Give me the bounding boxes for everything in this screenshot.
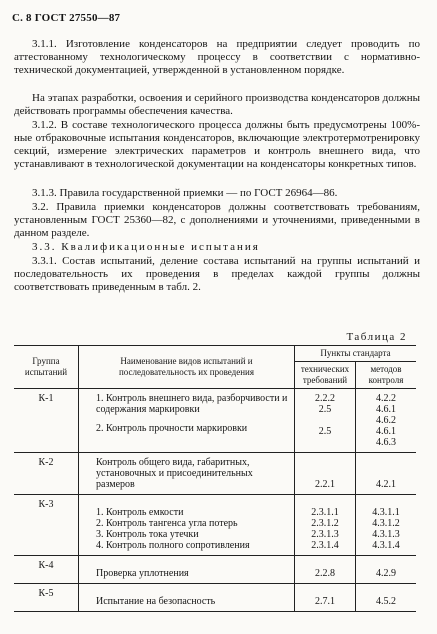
- header-tech-requirements: технических требований: [295, 362, 356, 389]
- test-name-cell: [79, 584, 295, 612]
- method-value: 4.6.1: [376, 426, 396, 437]
- method-value: 4.6.2: [376, 415, 396, 426]
- paragraph-3-1-1: 3.1.1. Изготовление конденсаторов на предприятии следует проводить по аттестованному технологическому процессу в соответствии с нормативно-технической документацией, утвержденной в установленном порядке.: [14, 38, 420, 76]
- header-test-name: Наименование видов испытаний и последовательность их проведения: [79, 346, 295, 389]
- method-value: 4.2.2: [376, 393, 396, 404]
- method-cell: [356, 453, 417, 495]
- test-name: 2. Контроль тангенса угла потерь: [96, 518, 238, 529]
- paragraph-3-1-3: 3.1.3. Правила государственной приемки — по ГОСТ 26964—86.: [32, 187, 338, 199]
- method-value: 4.5.2: [376, 596, 396, 607]
- method-value: 4.3.1.1: [372, 507, 400, 518]
- paragraph-3-1-2: 3.1.2. В составе технологического процесса должны быть предусмотрены 100%-ные отбраковочные испытания конденсаторов, включающие электротермотренировку секций, измерение электрических параметров и контроль внешнего вида, что устанавливают в технологической документации на конденсаторы конкретных типов.: [14, 119, 420, 170]
- tech-req-cell: [295, 495, 356, 556]
- method-cell: [356, 389, 417, 453]
- method-value: 4.3.1.2: [372, 518, 400, 529]
- paragraph-3-2: 3.2. Правила приемки конденсаторов должны соответствовать требованиям, установленным ГОСТ 25360—82, с дополнениями и уточнениями, приведенными в данном разделе.: [14, 201, 420, 239]
- tech-req-value: 2.7.1: [315, 596, 335, 607]
- test-name: 2. Контроль прочности маркировки: [96, 423, 248, 434]
- tech-req-value: 2.2.8: [315, 568, 335, 579]
- group-cell: К-2: [14, 453, 79, 495]
- method-value: 4.6.1: [376, 404, 396, 415]
- tech-req-cell: [295, 584, 356, 612]
- test-name: 1. Контроль внешнего вида, разборчивости и содержания маркировки: [96, 393, 288, 415]
- tech-req-value: 2.3.1.1: [311, 507, 339, 518]
- paragraph-3-3-1: 3.3.1. Состав испытаний, деление состава испытаний на группы испытаний и последовательность их проведения в пределах каждой группы должны соответствовать приведенным в табл. 2.: [14, 255, 420, 293]
- tech-req-value: 2.5: [318, 426, 332, 437]
- method-value: 4.2.1: [376, 479, 396, 490]
- test-name-cell: [79, 556, 295, 584]
- test-name-cell: [79, 495, 295, 556]
- tech-req-cell: [295, 453, 356, 495]
- tech-req-cell: [295, 389, 356, 453]
- test-name: Испытание на безопасность: [96, 596, 216, 607]
- tech-req-value: 2.2.2: [315, 393, 335, 404]
- tech-req-value: 2.2.1: [315, 479, 335, 490]
- group-cell: К-3: [14, 495, 79, 556]
- table-row: [14, 453, 416, 495]
- tech-req-value: 2.3.1.3: [311, 529, 339, 540]
- group-cell: К-4: [14, 556, 79, 584]
- test-name: Контроль общего вида, габаритных, установочных и присоединительных размеров: [96, 457, 253, 490]
- table-2: [14, 345, 416, 612]
- header-control-methods: методов контроля: [356, 362, 417, 389]
- tech-req-value: 2.5: [318, 404, 332, 415]
- test-name: 4. Контроль полного сопротивления: [96, 540, 250, 551]
- test-name-cell: [79, 389, 295, 453]
- method-cell: [356, 556, 417, 584]
- test-name: Проверка уплотнения: [96, 568, 189, 579]
- table-row: [14, 495, 416, 556]
- table-row: [14, 389, 416, 453]
- header-group: Группа испытаний: [14, 346, 79, 389]
- table-row: [14, 584, 416, 612]
- page-header: С. 8 ГОСТ 27550—87: [12, 12, 121, 24]
- tech-req-cell: [295, 556, 356, 584]
- table-caption: Таблица 2: [346, 331, 407, 343]
- method-cell: [356, 495, 417, 556]
- group-cell: К-1: [14, 389, 79, 453]
- test-name: 3. Контроль тока утечки: [96, 529, 199, 540]
- method-value: 4.2.9: [376, 568, 396, 579]
- test-name-cell: [79, 453, 295, 495]
- tech-req-value: 2.3.1.2: [311, 518, 339, 529]
- test-name: 1. Контроль емкости: [96, 507, 184, 518]
- method-value: 4.3.1.3: [372, 529, 400, 540]
- group-cell: К-5: [14, 584, 79, 612]
- paragraph-quality-program: На этапах разработки, освоения и серийного производства конденсаторов должны действовать программы обеспечения качества.: [14, 92, 420, 117]
- tech-req-value: 2.3.1.4: [311, 540, 339, 551]
- method-value: 4.6.3: [376, 437, 396, 448]
- table-row: [14, 556, 416, 584]
- header-standard-points: Пункты стандарта: [295, 346, 417, 362]
- method-cell: [356, 584, 417, 612]
- section-heading-3-3: 3.3. Квалификационные испытания: [32, 241, 260, 253]
- method-value: 4.3.1.4: [372, 540, 400, 551]
